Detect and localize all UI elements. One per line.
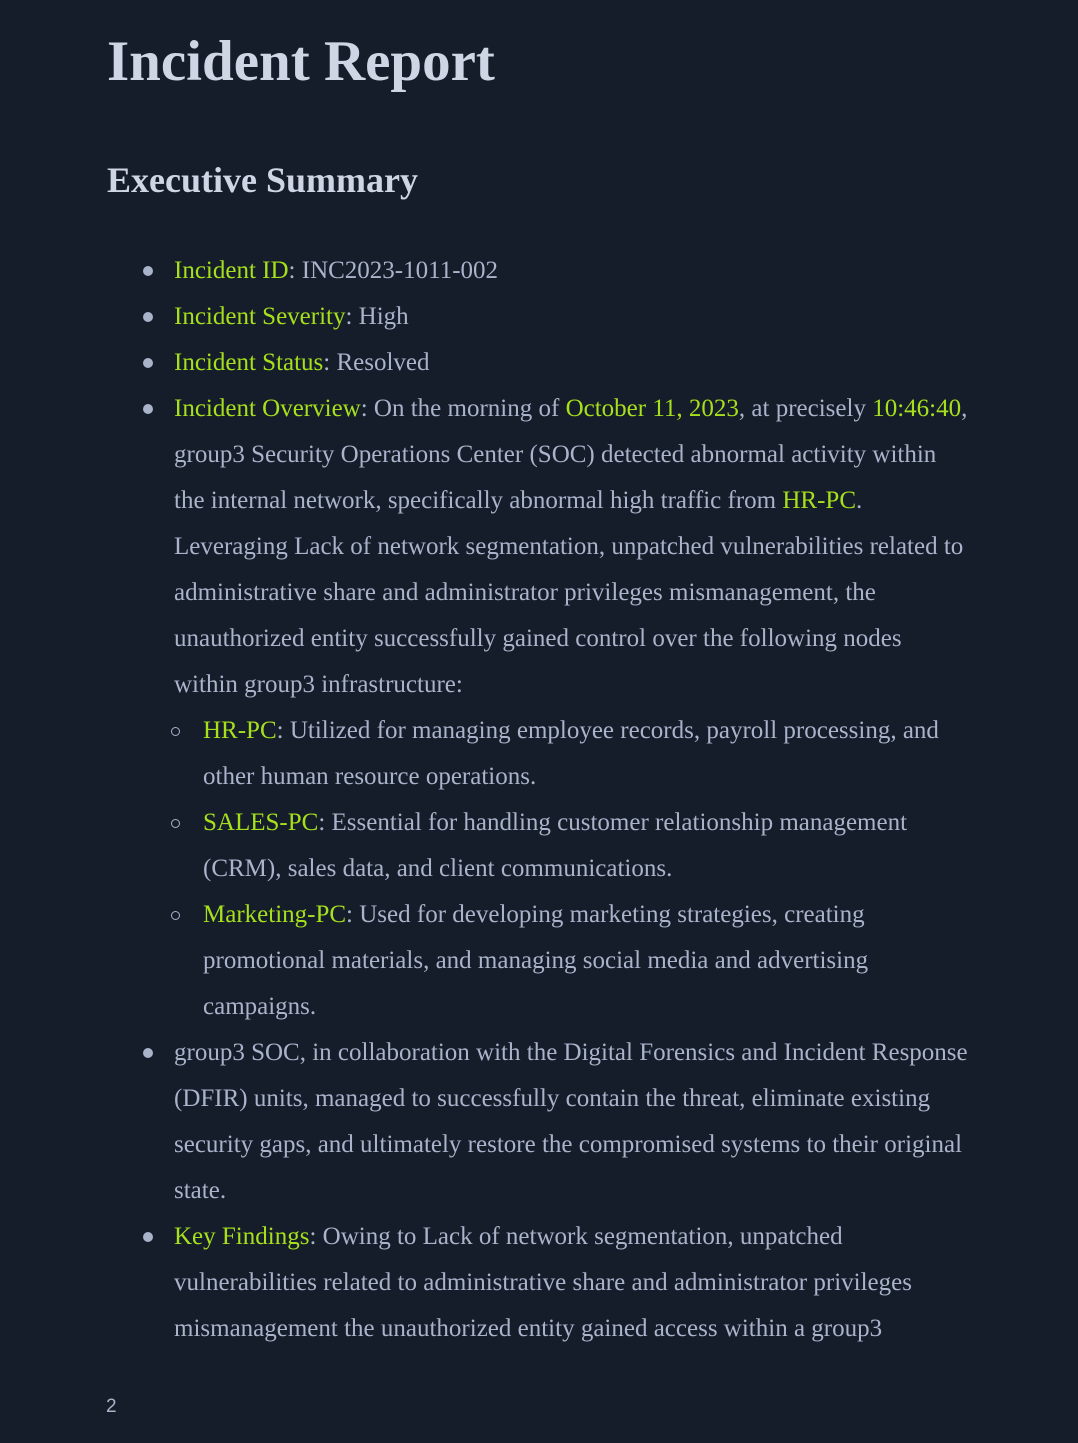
node-list-item xyxy=(203,892,969,1030)
list-item xyxy=(174,248,969,294)
list-item xyxy=(174,386,969,1030)
body-text: : Owing to Lack of network segmentation, unpatched vulnerabilities related to administrative share and administrator privileges mismanagement the unauthorized entity gained access within a group3 xyxy=(174,1223,912,1342)
list-item xyxy=(174,1030,969,1214)
list-item xyxy=(174,1214,969,1352)
node-list-item xyxy=(203,800,969,892)
node-list xyxy=(174,708,969,1030)
highlighted-term: October 11, 2023 xyxy=(565,395,739,422)
body-text: , at precisely xyxy=(738,395,873,422)
body-text: : On the morning of xyxy=(360,395,566,422)
highlighted-term: Incident Severity xyxy=(174,303,346,330)
body-text: . Leveraging Lack of network segmentation, unpatched vulnerabilities related to administrative share and administrator privileges mismanagement, the unauthorized entity successfully gained control over the following nodes within group3 infrastructure: xyxy=(174,487,964,698)
section-title: Executive Summary xyxy=(107,160,418,200)
page-number: 2 xyxy=(106,1396,117,1417)
body-text: group3 SOC, in collaboration with the Digital Forensics and Incident Response (DFIR) units, managed to successfully contain the threat, eliminate existing security gaps, and ultimately restore the compromised systems to their original state. xyxy=(174,1039,968,1204)
highlighted-term: Key Findings xyxy=(174,1223,310,1250)
highlighted-term: 10:46:40 xyxy=(872,395,962,422)
highlighted-term: Marketing-PC xyxy=(203,901,347,928)
document-title: Incident Report xyxy=(107,30,495,93)
list-item xyxy=(174,340,969,386)
summary-list xyxy=(174,248,969,1352)
body-text: : Essential for handling customer relationship management (CRM), sales data, and client communications. xyxy=(203,809,908,882)
body-text: : INC2023-1011-002 xyxy=(288,257,499,284)
body-text: : High xyxy=(345,303,409,330)
highlighted-term: Incident Status xyxy=(174,349,324,376)
highlighted-term: SALES-PC xyxy=(203,809,319,836)
highlighted-term: Incident Overview xyxy=(174,395,361,422)
body-text: : Resolved xyxy=(323,349,430,376)
body-text: : Used for developing marketing strategies, creating promotional materials, and managing social media and advertising campaigns. xyxy=(203,901,869,1020)
highlighted-term: HR-PC xyxy=(782,487,856,514)
body-text: , group3 Security Operations Center (SOC) detected abnormal activity within the internal network, specifically abnormal high traffic from xyxy=(174,395,968,514)
highlighted-term: HR-PC xyxy=(203,717,277,744)
node-list-item xyxy=(203,708,969,800)
list-item xyxy=(174,294,969,340)
body-text: : Utilized for managing employee records, payroll processing, and other human resource operations. xyxy=(203,717,939,790)
highlighted-term: Incident ID xyxy=(174,257,289,284)
